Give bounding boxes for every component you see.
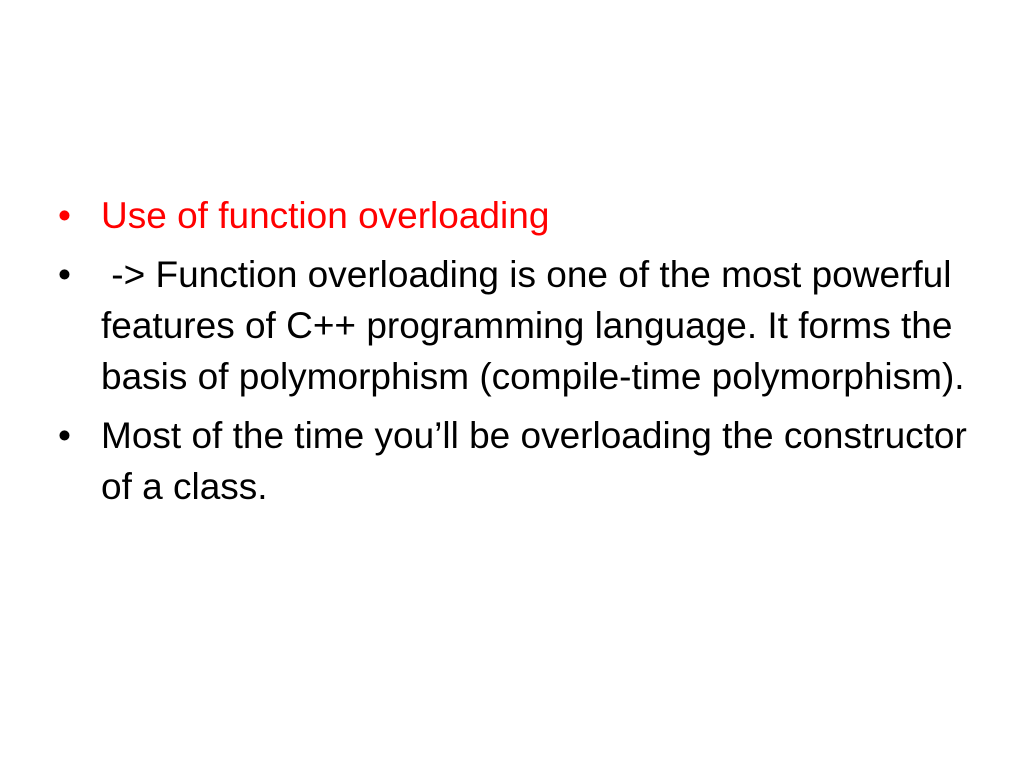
bullet-text: -> Function overloading is one of the most powerful features of C++ programming language. It forms the basis of polymorphism (compile-time polymorphism).: [101, 254, 965, 397]
bullet-text: Use of function overloading: [101, 195, 550, 236]
bullet-marker: •: [58, 195, 71, 236]
bullet-marker: •: [58, 254, 71, 295]
bullet-item-constructor-overloading: [55, 410, 988, 512]
bullet-item-function-overloading-description: [55, 249, 975, 402]
bullet-marker: •: [58, 415, 71, 456]
bullet-item-function-overloading-heading: [55, 190, 975, 241]
bullet-text: Most of the time you’ll be overloading the constructor of a class.: [101, 415, 988, 507]
bullet-list: [55, 190, 988, 520]
